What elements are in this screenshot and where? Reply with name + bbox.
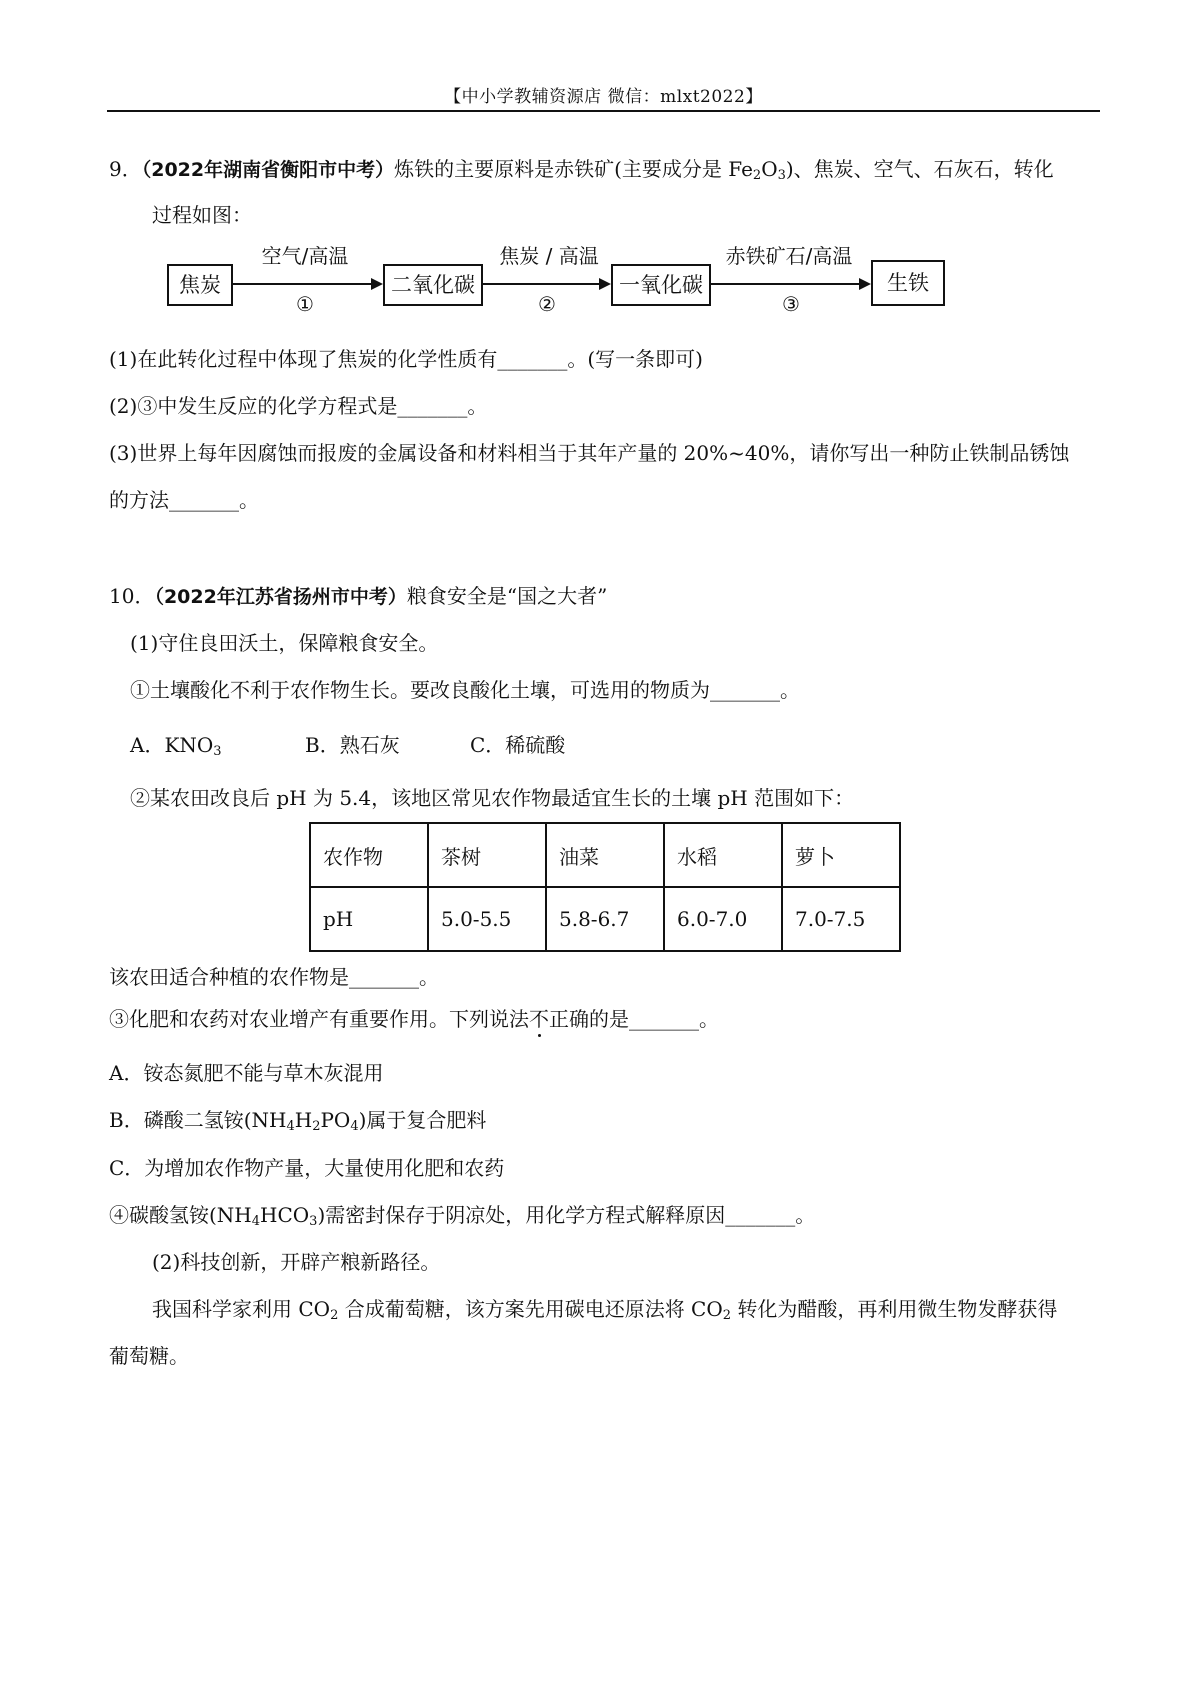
q9-flow-diagram — [155, 244, 1055, 328]
table-cell: 水稻 — [664, 823, 782, 887]
table-cell: 5.8-6.7 — [546, 887, 664, 951]
q10-sub3-option-c: C．为增加农作物产量，大量使用化肥和农药 — [109, 1156, 505, 1180]
flow-arrow-1 — [231, 283, 381, 285]
flow-box-coke: 焦炭 — [167, 264, 233, 306]
q9-stem-b: O — [761, 157, 778, 181]
flow-box-co: 一氧化碳 — [611, 264, 711, 306]
q10-sub3: ③化肥和农药对农业增产有重要作用。下列说法不正确的是_______。 — [109, 1007, 719, 1031]
q10-sub1-options — [130, 730, 222, 767]
q10-source: （2022年江苏省扬州市中考） — [154, 586, 407, 608]
q9-part2: (2)③中发生反应的化学方程式是_______。 — [109, 394, 488, 418]
q10-sub2: ②某农田改良后 pH 为 5.4，该地区常见农作物最适宜生长的土壤 pH 范围如下： — [130, 786, 855, 810]
q10-number: 10． — [109, 584, 155, 608]
option-b: B．熟石灰 — [305, 733, 400, 757]
flow-step-1: ① — [296, 292, 314, 316]
header-divider — [107, 110, 1100, 112]
ph-table — [309, 822, 901, 952]
q9-stem-sub1: 2 — [752, 168, 762, 183]
flow-label-1: 空气/高温 — [261, 244, 349, 268]
q9-stem-line2: 过程如图： — [152, 203, 252, 227]
q10-sub2-question: 该农田适合种植的农作物是_______。 — [109, 965, 439, 989]
q9-stem-sub2: 3 — [777, 168, 786, 183]
q10-stem-text: 粮食安全是“国之大者” — [406, 584, 608, 608]
q9-part3-line2: 的方法_______。 — [109, 488, 259, 512]
q9-stem-c: )、焦炭、空气、石灰石，转化 — [785, 157, 1054, 181]
table-cell: 萝卜 — [782, 823, 900, 887]
table-cell: 6.0-7.0 — [664, 887, 782, 951]
flow-box-pig-iron: 生铁 — [871, 260, 945, 306]
q9-part1: (1)在此转化过程中体现了焦炭的化学性质有_______。(写一条即可) — [109, 347, 703, 371]
page-header: 【中小学教辅资源店 微信：mlxt2022】 — [444, 87, 763, 107]
table-row — [310, 823, 900, 887]
flow-box-co2: 二氧化碳 — [383, 264, 483, 306]
table-cell: 7.0-7.5 — [782, 887, 900, 951]
flow-label-2: 焦炭 / 高温 — [499, 244, 599, 268]
q10-sub3-option-b: B．磷酸二氢铵$(NH_4H_2PO_4)$属于复合肥料 — [109, 1108, 487, 1134]
option-c: C．稀硫酸 — [470, 733, 566, 757]
flow-arrow-3 — [709, 283, 869, 285]
q9-part3-line1: (3)世界上每年因腐蚀而报废的金属设备和材料相当于其年产量的 20%~40%，请你写出一种防止铁制品锈蚀 — [109, 441, 1070, 465]
q9-stem-a: 炼铁的主要原料是赤铁矿(主要成分是 Fe — [394, 157, 753, 181]
q10-sub1: ①土壤酸化不利于农作物生长。要改良酸化土壤，可选用的物质为_______。 — [130, 678, 800, 702]
emphasis-dot-not: 不 — [529, 1007, 549, 1031]
table-cell: 农作物 — [310, 823, 428, 887]
table-cell: 5.0-5.5 — [428, 887, 546, 951]
q10-part2-text-line1: 我国科学家利用 $CO_2$ 合成葡萄糖，该方案先用碳电还原法将 $CO_2$ 转化为醋酸，再利用微生物发酵获得 — [152, 1297, 1058, 1323]
q9-stem — [109, 154, 1054, 191]
q9-source: （2022年湖南省衡阳市中考） — [141, 159, 395, 181]
q10-sub3-option-a: A．铵态氮肥不能与草木灰混用 — [109, 1061, 384, 1085]
flow-arrow-2 — [481, 283, 609, 285]
flow-label-3: 赤铁矿石/高温 — [725, 244, 853, 268]
table-cell: pH — [310, 887, 428, 951]
option-a: A．$KNO_3$ — [130, 733, 222, 759]
flow-step-2: ② — [538, 292, 556, 316]
table-row — [310, 887, 900, 951]
q10-sub4: ④碳酸氢铵$(NH_4HCO_3)$需密封保存于阴凉处，用化学方程式解释原因_______。 — [109, 1203, 816, 1229]
flow-step-3: ③ — [782, 292, 800, 316]
q10-part1: (1)守住良田沃土，保障粮食安全。 — [130, 631, 439, 655]
q10-part2-text-line2: 葡萄糖。 — [109, 1344, 189, 1368]
table-cell: 茶树 — [428, 823, 546, 887]
q10-part2: (2)科技创新，开辟产粮新路径。 — [152, 1250, 441, 1274]
q10-stem — [109, 581, 607, 612]
q9-number: 9． — [109, 157, 142, 181]
table-cell: 油菜 — [546, 823, 664, 887]
